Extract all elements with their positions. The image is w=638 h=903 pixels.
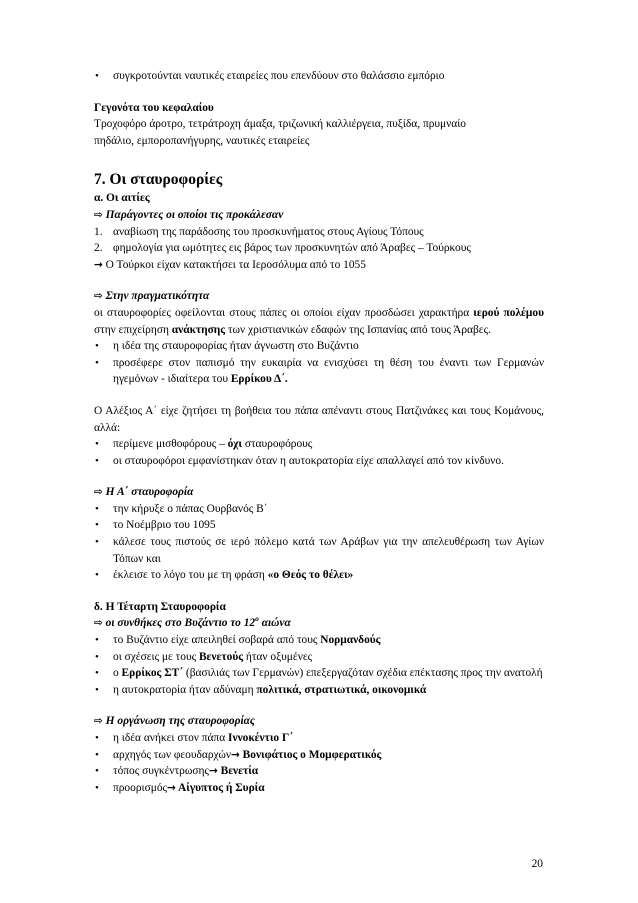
reality-list bbox=[94, 338, 544, 388]
bullet-icon: • bbox=[95, 454, 99, 467]
organization-heading: ⇨ Η οργάνωση της σταυροφορίας bbox=[94, 715, 255, 728]
page-number: 20 bbox=[531, 858, 543, 870]
bullet-icon: • bbox=[95, 569, 99, 582]
alexios-paragraph: Ο Αλέξιος Α΄ είχε ζητήσει τη βοήθεια του πάπα απέναντι στους Πατζινάκες και τους Κομάνους, αλλά: bbox=[94, 404, 544, 434]
organization-list bbox=[94, 730, 544, 796]
section-a-title: α. Οι αιτίες bbox=[94, 192, 150, 205]
list-item: • η ιδέα ανήκει στον πάπα Ιννοκέντιο Γ΄ bbox=[94, 730, 544, 747]
list-item: • οι σταυροφόροι εμφανίστηκαν όταν η αυτοκρατορία είχε απαλλαγεί από τον κίνδυνο. bbox=[94, 453, 544, 470]
result-line: → Ο Τούρκοι είχαν κατακτήσει τα Ιεροσόλυμα από το 1055 bbox=[94, 258, 366, 271]
facts-text-line-1: Τροχοφόρο άροτρο, τετράτροχη άμαξα, τριζωνική καλλιέργεια, πυξίδα, πρυμναίο bbox=[94, 118, 467, 131]
list-item: • κάλεσε τους πιστούς σε ιερό πόλεμο κατά των Αράβων για την απελευθέρωση των Αγίων Τόπων και bbox=[95, 536, 544, 565]
bullet-icon: • bbox=[95, 502, 99, 515]
hollow-arrow-icon: ⇨ bbox=[94, 208, 103, 221]
bullet-icon: • bbox=[95, 650, 99, 663]
bullet-icon: • bbox=[95, 765, 99, 778]
list-item: • οι σχέσεις με τους Βενετούς ήταν οξυμένες bbox=[94, 649, 544, 666]
reality-heading: ⇨ Στην πραγματικότητα bbox=[94, 290, 210, 303]
fourth-crusade-list bbox=[94, 632, 544, 698]
fourth-crusade-title: δ. Η Τέταρτη Σταυροφορία bbox=[94, 600, 226, 613]
bullet-icon: • bbox=[95, 634, 99, 647]
list-item: • ο Ερρίκος ΣΤ΄ (βασιλιάς των Γερμανών) επεξεργαζόταν σχέδια επέκτασης προς την ανατολή bbox=[94, 665, 544, 682]
bullet-icon: • bbox=[95, 340, 99, 353]
bullet-icon: • bbox=[95, 519, 99, 532]
factors-heading: ⇨ Παράγοντες οι οποίοι τις προκάλεσαν bbox=[94, 208, 284, 221]
list-item: • την κήρυξε ο πάπας Ουρβανός Β΄ bbox=[94, 501, 544, 518]
bullet-icon: • bbox=[95, 70, 99, 82]
arrow-icon: → bbox=[94, 258, 103, 271]
first-crusade-heading: ⇨ Η Α΄ σταυροφορία bbox=[94, 486, 194, 499]
list-item: • το Νοέμβριο του 1095 bbox=[94, 517, 544, 534]
arrow-icon: → bbox=[208, 765, 218, 778]
list-item: • συγκροτούνται ναυτικές εταιρείες που επενδύουν στο θαλάσσιο εμπόριο bbox=[94, 68, 544, 85]
bullet-icon: • bbox=[95, 683, 99, 696]
hollow-arrow-icon: ⇨ bbox=[94, 290, 103, 303]
bullet-icon: • bbox=[95, 781, 99, 794]
bullet-icon: • bbox=[95, 732, 99, 744]
list-item: • τόπος συγκέντρωσης→ Βενετία bbox=[94, 763, 544, 780]
bullet-icon: • bbox=[95, 748, 99, 761]
bullet-icon: • bbox=[95, 536, 99, 549]
bullet-icon: • bbox=[95, 356, 99, 369]
intro-list bbox=[94, 68, 544, 85]
list-item: • η ιδέα της σταυροφορίας ήταν άγνωστη στο Βυζάντιο bbox=[94, 338, 544, 355]
chapter-title: 7. Οι σταυροφορίες bbox=[94, 171, 223, 189]
numbered-item-2: 2. φημολογία για ωμότητες εις βάρος των προσκυνητών από Άραβες – Τούρκους bbox=[94, 242, 471, 255]
list-item: • έκλεισε το λόγο του με τη φράση «ο Θεός το θέλει» bbox=[94, 567, 544, 584]
list-item: • η αυτοκρατορία ήταν αδύναμη πολιτικά, στρατιωτικά, οικονομικά bbox=[94, 682, 544, 699]
list-item: • περίμενε μισθοφόρους – όχι σταυροφόρους bbox=[94, 436, 544, 453]
list-item: • το Βυζάντιο είχε απειληθεί σοβαρά από τους Νορμανδούς bbox=[94, 632, 544, 649]
bullet-icon: • bbox=[95, 667, 99, 680]
conditions-heading: ⇨ οι συνθήκες στο Βυζάντιο το $12^o$ αιώνα bbox=[94, 614, 291, 630]
facts-text-line-2: πηδάλιο, εμποροπανήγυρης, ναυτικές εταιρείες bbox=[94, 134, 310, 147]
arrow-icon: → bbox=[167, 781, 176, 794]
hollow-arrow-icon: ⇨ bbox=[94, 486, 103, 499]
arrow-icon: → bbox=[231, 748, 240, 761]
document-page bbox=[94, 68, 544, 796]
list-item: • προορισμός→ Αίγυπτος ή Συρία bbox=[94, 780, 544, 797]
hollow-arrow-icon: ⇨ bbox=[94, 715, 103, 728]
list-item: • προσέφερε στον παπισμό την ευκαιρία να ενισχύσει τη θέση του έναντι των Γερμανών ηγεμόνων - ιδιαίτερα του Ερρίκου Δ΄. bbox=[95, 356, 544, 386]
list-item: • αρχηγός των φεουδαρχών→ Βονιφάτιος ο Μομφερατικός bbox=[94, 747, 544, 764]
facts-heading: Γεγονότα του κεφαλαίου bbox=[94, 101, 214, 114]
alexios-list bbox=[94, 436, 544, 469]
hollow-arrow-icon: ⇨ bbox=[94, 617, 103, 630]
numbered-item-1: 1. αναβίωση της παράδοσης του προσκυνήματος στους Αγίους Τόπους bbox=[94, 225, 424, 238]
first-crusade-list bbox=[94, 501, 544, 584]
reality-paragraph: οι σταυροφορίες οφείλονται στους πάπες οι οποίοι είχαν προσδώσει χαρακτήρα ιερού πολέμου στην επιχείρηση ανάκτησης των χριστιανικών εδαφών της Ισπανίας από τους Άραβες. bbox=[94, 306, 544, 336]
bullet-icon: • bbox=[95, 438, 99, 451]
